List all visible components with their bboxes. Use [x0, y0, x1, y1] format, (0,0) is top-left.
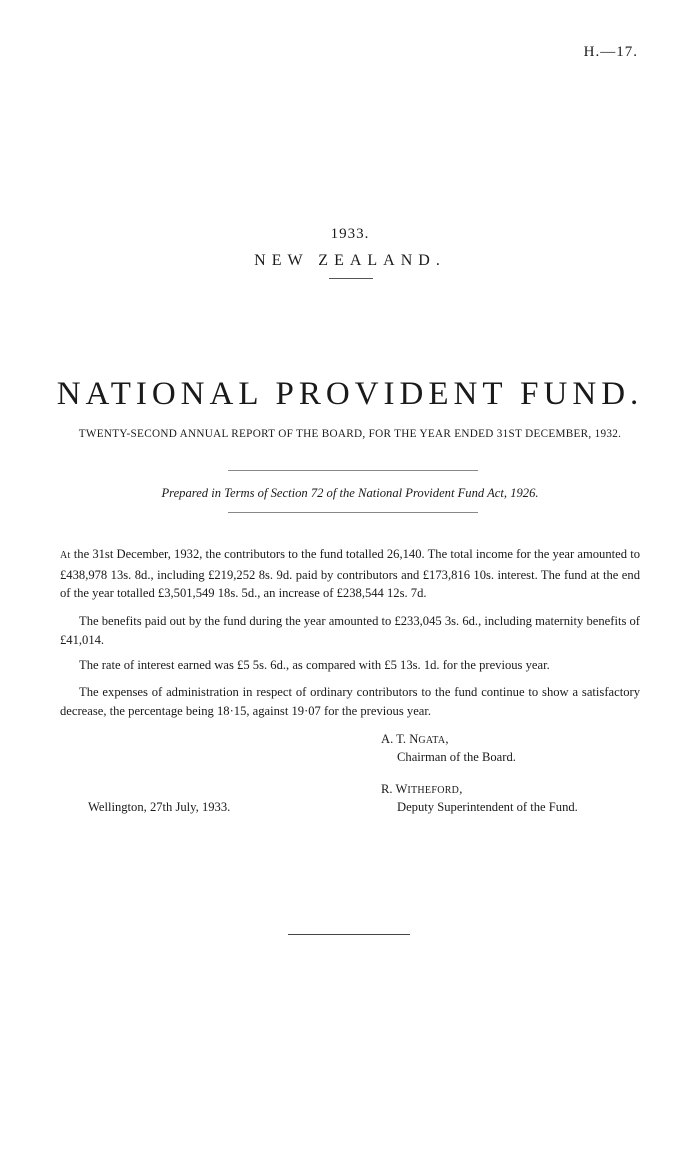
country-heading: NEW ZEALAND. — [254, 252, 446, 269]
signatory-title: Deputy Superintendent of the Fund. — [397, 800, 578, 814]
body-paragraph-expenses: The expenses of administration in respect of ordinary contributors to the fund continue to show a satisfactory decrease, the percentage being 18·15, against 19·07 for the previous year. — [60, 685, 640, 718]
place-and-date: Wellington, 27th July, 1933. — [88, 800, 231, 814]
divider-rule — [329, 278, 373, 279]
lead-word: At — [60, 550, 71, 561]
publication-year: 1933. — [330, 226, 370, 242]
signatory-name: R. WITHEFORD, — [381, 782, 463, 796]
body-paragraph-interest: The rate of interest earned was £5 5s. 6d., as compared with £5 13s. 1d. for the previous year. — [79, 658, 550, 672]
closing-rule — [288, 934, 410, 935]
report-subtitle: TWENTY-SECOND ANNUAL REPORT OF THE BOARD, FOR THE YEAR ENDED 31ST DECEMBER, 1932. — [78, 428, 622, 440]
signatory-name: A. T. NGATA, — [381, 732, 449, 746]
body-paragraph-contributors — [60, 545, 640, 603]
report-title: NATIONAL PROVIDENT FUND. — [56, 376, 644, 412]
divider-rule — [228, 470, 478, 471]
signatory-title: Chairman of the Board. — [397, 750, 516, 764]
paragraph-text: the 31st December, 1932, the contributors to the fund totalled 26,140. The total income for the year amounted to £438,978 13s. 8d., including £219,252 8s. 9d. paid by contributors and £173,816 10s. interest. The fund at the end of the year totalled £3,501,549 18s. 5d., an increase of £238,544 12s. 7d. — [60, 547, 640, 600]
document-reference: H.—17. — [583, 44, 638, 60]
body-paragraph-benefits: The benefits paid out by the fund during the year amounted to £233,045 3s. 6d., including maternity benefits of £41,014. — [60, 614, 640, 647]
prepared-statement: Prepared in Terms of Section 72 of the National Provident Fund Act, 1926. — [161, 486, 539, 500]
divider-rule — [228, 512, 478, 513]
